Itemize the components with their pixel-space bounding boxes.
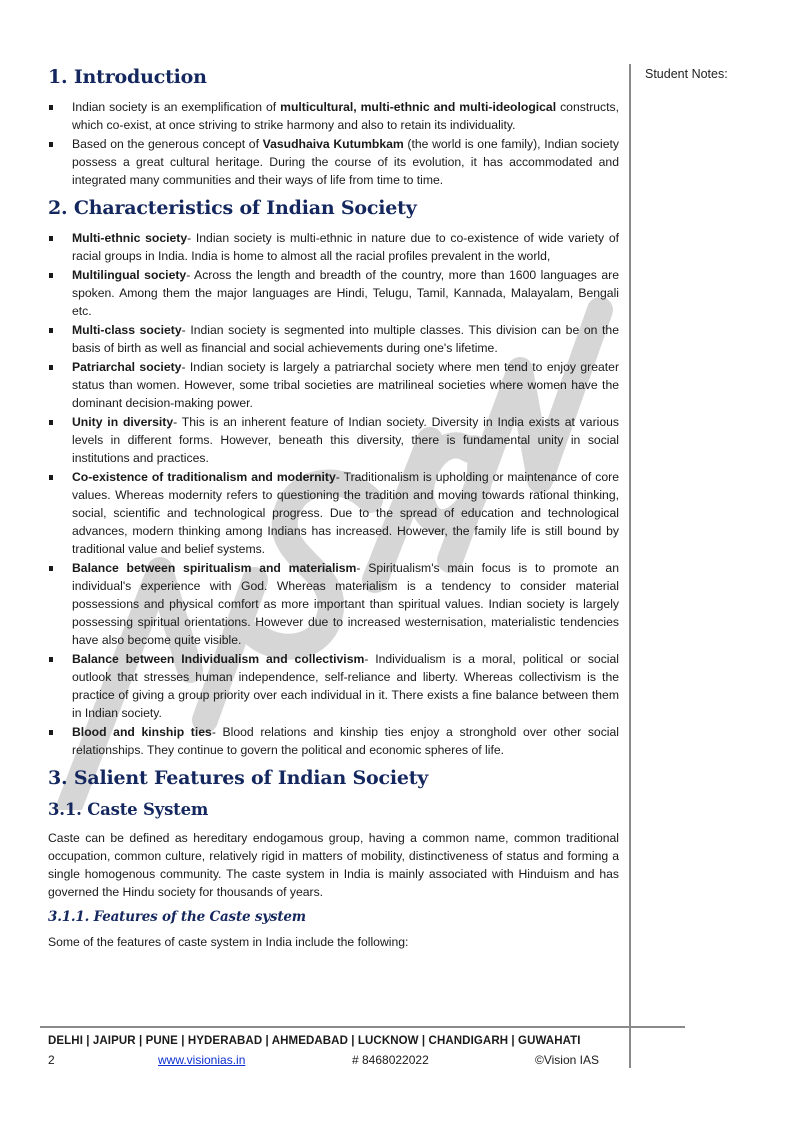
heading-introduction: 1. Introduction [48,66,207,88]
list-item: Multilingual society- Across the length and breadth of the country, more than 1600 languages are spoken. Among them the major languages are Hindi, Telugu, Tamil, Kannada, Malayalam, Bengali etc. [48,266,619,320]
heading-characteristics: 2. Characteristics of Indian Society [48,197,417,219]
bullet-icon [49,730,53,735]
list-item: Multi-class society- Indian society is segmented into multiple classes. This division can be on the basis of birth as well as financial and social achievements during one's lifetime. [48,321,619,357]
intro-bullet-list [48,98,619,189]
bullet-icon [49,365,53,370]
section-characteristics [48,195,619,759]
bullet-icon [49,475,53,480]
bullet-icon [49,566,53,571]
copyright: ©Vision IAS [535,1053,599,1067]
list-item: Patriarchal society- Indian society is largely a patriarchal society where men tend to enjoy greater status than women. However, some tribal societies are matrilineal societies where women have the dominant decision-making power. [48,358,619,412]
list-item: Co-existence of traditionalism and modernity- Traditionalism is upholding or maintenance of core values. Whereas modernity refers to questioning the tradition and moving towards rational thinking, social, scientific and technological progress. Due to the spread of education and technological advances, modern thinking among Indians has increased. However, the family life is still bound by traditional value and belief systems. [48,468,619,558]
bullet-icon [49,142,53,147]
bullet-icon [49,420,53,425]
list-item: Multi-ethnic society- Indian society is multi-ethnic in nature due to co-existence of wide variety of racial groups in India. India is home to almost all the racial profiles prevalent in the world, [48,229,619,265]
bullet-icon [49,236,53,241]
characteristics-bullet-list [48,229,619,759]
list-item: Indian society is an exemplification of multicultural, multi-ethnic and multi-ideological constructs, which co-exist, at once striving to strike harmony and also to retain its individuality. [48,98,619,134]
main-content [48,64,619,957]
notes-divider [629,64,631,1068]
website-link[interactable]: www.visionias.in [158,1053,246,1067]
phone-number: # 8468022022 [352,1053,429,1067]
list-item: Blood and kinship ties- Blood relations and kinship ties enjoy a stronghold over other social relationships. They continue to govern the political and economic spheres of life. [48,723,619,759]
list-item: Unity in diversity- This is an inherent feature of Indian society. Diversity in India exists at various levels in different forms. However, beneath this diversity, there is fundamental unity in social institutions and practices. [48,413,619,467]
section-introduction [48,64,619,189]
heading-caste-system: 3.1. Caste System [48,800,209,819]
bullet-icon [49,328,53,333]
page-number: 2 [48,1053,55,1067]
footer-info-row [48,1053,608,1069]
bullet-icon [49,105,53,110]
list-item: Balance between Individualism and collectivism- Individualism is a moral, political or social outlook that stresses human independence, self-reliance and liberty. Whereas collectivism is the practice of giving a group priority over each individual in it. There exists a fine balance between them in Indian society. [48,650,619,722]
student-notes-label: Student Notes: [645,67,728,81]
section-salient-features [48,765,619,951]
heading-features-of-caste-system: 3.1.1. Features of the Caste system [48,909,306,925]
bullet-icon [49,273,53,278]
caste-definition-paragraph: Caste can be defined as hereditary endogamous group, having a common name, common traditional occupation, common culture, relatively rigid in matters of mobility, distinctiveness of status and forming a single homogenous community. The caste system in India is mainly associated with Hinduism and has governed the Hindu society for thousands of years. [48,831,619,899]
footer-cities: DELHI | JAIPUR | PUNE | HYDERABAD | AHMEDABAD | LUCKNOW | CHANDIGARH | GUWAHATI [48,1035,581,1047]
bullet-icon [49,657,53,662]
caste-features-intro: Some of the features of caste system in India include the following: [48,935,409,949]
footer-divider [40,1026,685,1028]
list-item: Balance between spiritualism and materialism- Spiritualism's main focus is to promote an individual's experience with God. Whereas materialism is a tendency to consider material possessions and physical comfort as more important than spiritual values. Indian society is largely possessing spiritual orientations. However due to increased westernisation, materialistic tendencies have also become quite visible. [48,559,619,649]
heading-salient-features: 3. Salient Features of Indian Society [48,767,429,789]
list-item: Based on the generous concept of Vasudhaiva Kutumbkam (the world is one family), Indian society possess a great cultural heritage. During the course of its evolution, it has accommodated and integrated many communities and their ways of life from time to time. [48,135,619,189]
